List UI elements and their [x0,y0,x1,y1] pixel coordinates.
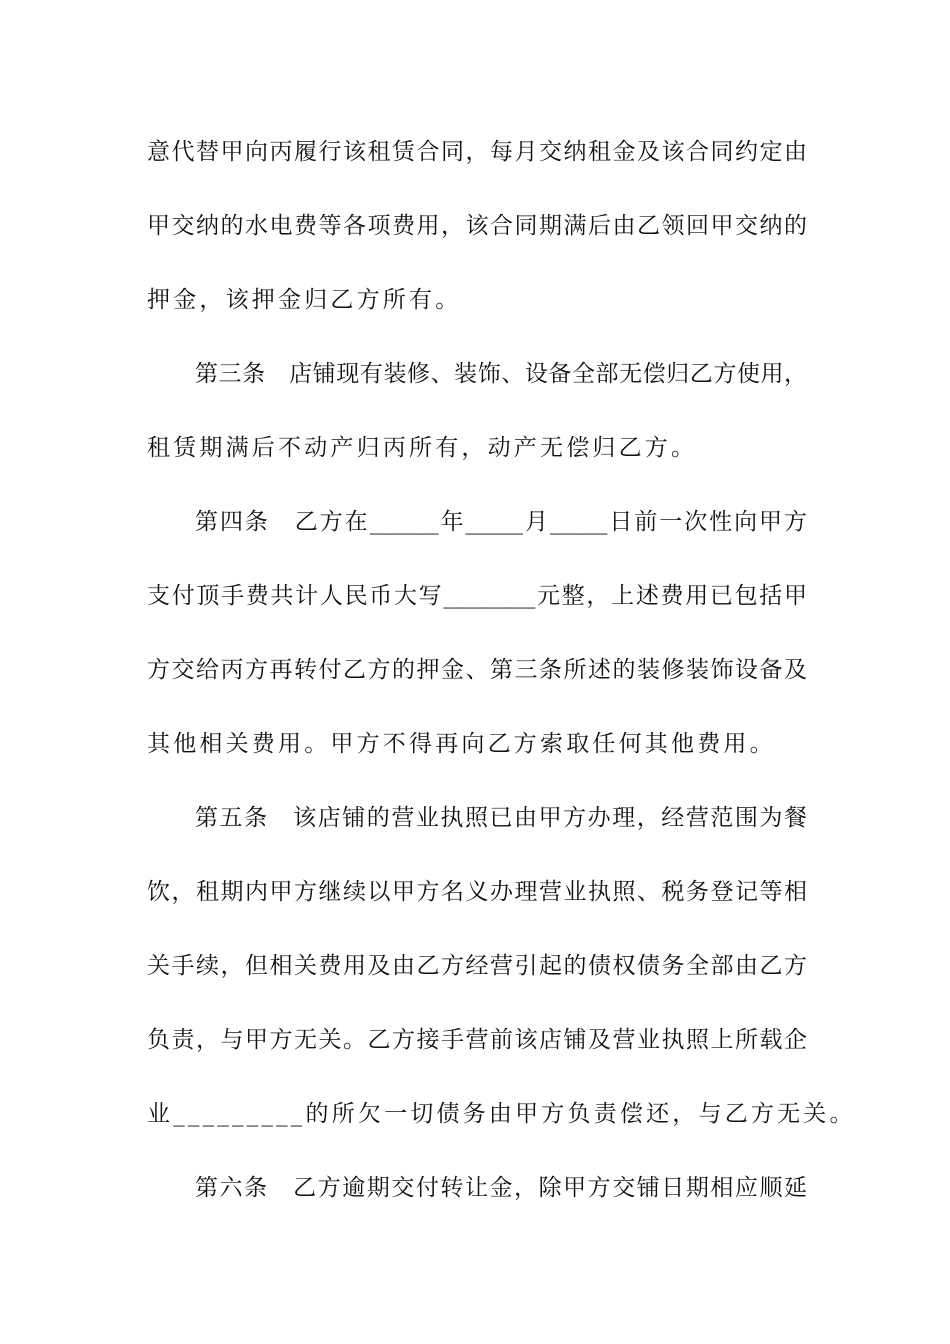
text-line: 其他相关费用。甲方不得再向乙方索取任何其他费用。 [147,731,776,757]
text-line: 关手续，但相关费用及由乙方经营引起的债权债务全部由乙方 [147,953,807,979]
text-line: 押金，该押金归乙方所有。 [147,287,462,313]
text-line: 支付顶手费共计人民币大写________元整，上述费用已包括甲 [147,583,807,609]
text-line: 意代替甲向丙履行该租赁合同，每月交纳租金及该合同约定由 [147,139,807,165]
text-line: 业_________的所欠一切债务由甲方负责偿还，与乙方无关。 [147,1101,856,1127]
article-6-heading-line: 第六条 乙方逾期交付转让金，除甲方交铺日期相应顺延 [195,1175,807,1201]
article-4-heading-line: 第四条 乙方在______年_____月_____日前一次性向甲方 [195,509,807,535]
text-line: 方交给丙方再转付乙方的押金、第三条所述的装修装饰设备及 [147,657,807,683]
text-line: 租赁期满后不动产归丙所有，动产无偿归乙方。 [147,435,698,461]
article-5-heading-line: 第五条 该店铺的营业执照已由甲方办理，经营范围为餐 [195,805,807,831]
text-line: 饮，租期内甲方继续以甲方名义办理营业执照、税务登记等相 [147,879,807,905]
article-3-heading-line: 第三条 店铺现有装修、装饰、设备全部无偿归乙方使用， [195,361,807,387]
text-line: 甲交纳的水电费等各项费用，该合同期满后由乙领回甲交纳的 [147,213,807,239]
text-line: 负责，与甲方无关。乙方接手营前该店铺及营业执照上所载企 [147,1027,807,1053]
